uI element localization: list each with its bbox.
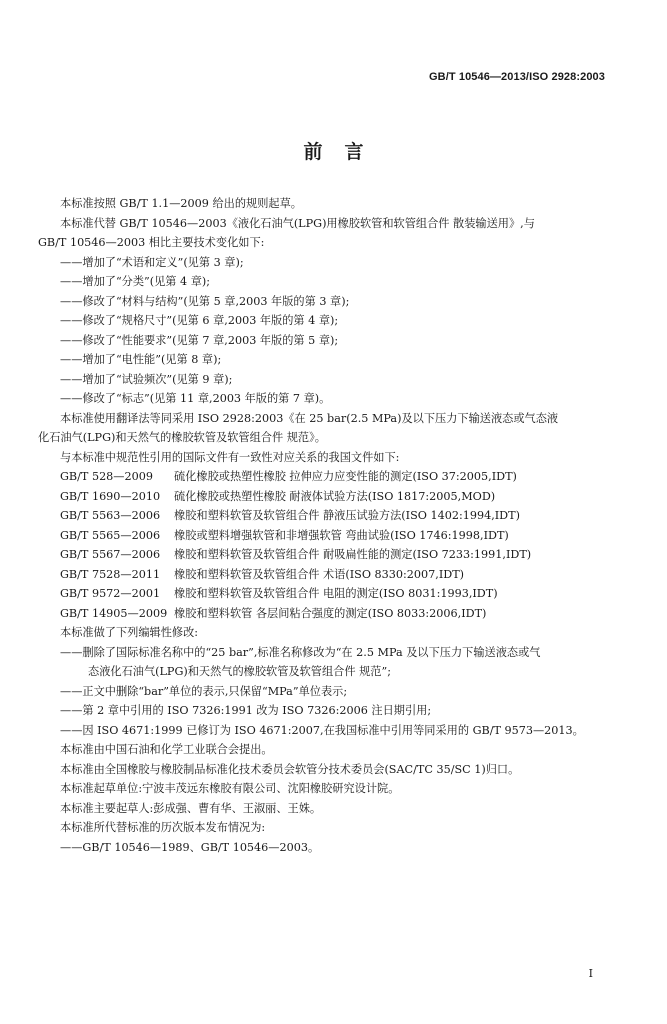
text-line: 本标准起草单位:宁波丰茂远东橡胶有限公司、沈阳橡胶研究设计院。: [60, 782, 400, 795]
standard-number: GB/T 10546—2013/ISO 2928:2003: [429, 71, 605, 83]
reference-code: GB/T 5567—2006: [60, 548, 161, 561]
reference-row: [60, 526, 616, 546]
list-item: ——修改了“材料与结构”(见第 5 章,2003 年版的第 3 章);: [60, 294, 350, 308]
text-line: 本标准由全国橡胶与橡胶制品标准化技术委员会软管分技术委员会(SAC/TC 35/SC 1)归口。: [60, 762, 520, 776]
reference-title: 硫化橡胶或热塑性橡胶 拉伸应力应变性能的测定(ISO 37:2005,IDT): [174, 470, 517, 483]
list-item: ——因 ISO 4671:1999 已修订为 ISO 4671:2007,在我国标准中引用等同采用的 GB/T 9573—2013。: [60, 723, 584, 737]
reference-title: 橡胶和塑料软管及软管组合件 耐吸扁性能的测定(ISO 7233:1991,IDT): [174, 548, 532, 561]
list-item: ——修改了“标志”(见第 11 章,2003 年版的第 7 章)。: [60, 392, 331, 405]
list-item: ——GB/T 10546—1989、GB/T 10546—2003。: [60, 840, 320, 854]
reference-row: [60, 545, 616, 565]
list-item: ——删除了国际标准名称中的“25 bar”,标准名称修改为“在 2.5 MPa 及以下压力下输送液态或气: [60, 645, 541, 659]
text-line: 本标准代替 GB/T 10546—2003《液化石油气(LPG)用橡胶软管和软管组合件 散装输送用》,与: [60, 216, 535, 230]
reference-code: GB/T 14905—2009: [60, 606, 168, 620]
reference-title: 橡胶和塑料软管及软管组合件 术语(ISO 8330:2007,IDT): [174, 567, 465, 581]
section-heading: 本标准做了下列编辑性修改:: [60, 626, 199, 639]
list-item: ——增加了“试验频次”(见第 9 章);: [60, 372, 233, 386]
page-title: 前言: [303, 141, 386, 163]
reference-row: [60, 467, 616, 487]
reference-row: [60, 584, 616, 604]
text-line: GB/T 10546—2003 相比主要技术变化如下:: [38, 236, 265, 249]
reference-title: 橡胶和塑料软管及软管组合件 电阻的测定(ISO 8031:1993,IDT): [174, 587, 498, 600]
reference-row: [60, 604, 616, 624]
reference-title: 橡胶和塑料软管及软管组合件 静液压试验方法(ISO 1402:1994,IDT): [174, 509, 520, 522]
reference-code: GB/T 5563—2006: [60, 509, 161, 522]
reference-row: [60, 506, 616, 526]
reference-title: 橡胶或塑料增强软管和非增强软管 弯曲试验(ISO 1746:1998,IDT): [174, 528, 509, 542]
text-line: 本标准由中国石油和化学工业联合会提出。: [60, 743, 273, 756]
list-item: ——修改了“性能要求”(见第 7 章,2003 年版的第 5 章);: [60, 333, 339, 347]
reference-code: GB/T 528—2009: [60, 470, 153, 483]
list-item: ——修改了“规格尺寸”(见第 6 章,2003 年版的第 4 章);: [60, 314, 339, 327]
list-item: ——正文中删除“bar”单位的表示,只保留“MPa”单位表示;: [60, 684, 348, 698]
reference-title: 橡胶和塑料软管 各层间粘合强度的测定(ISO 8033:2006,IDT): [174, 606, 487, 620]
list-item: ——增加了“术语和定义”(见第 3 章);: [60, 255, 244, 269]
reference-code: GB/T 1690—2010: [60, 489, 161, 503]
list-item: ——增加了“分类”(见第 4 章);: [60, 275, 211, 288]
reference-code: GB/T 5565—2006: [60, 528, 161, 542]
reference-row: [60, 487, 616, 507]
text-line: 本标准使用翻译法等同采用 ISO 2928:2003《在 25 bar(2.5 MPa)及以下压力下输送液态或气态液: [60, 411, 559, 425]
page-number: I: [588, 967, 593, 980]
reference-title: 硫化橡胶或热塑性橡胶 耐液体试验方法(ISO 1817:2005,MOD): [174, 489, 496, 503]
reference-code: GB/T 9572—2001: [60, 587, 161, 600]
list-item-continuation: 态液化石油气(LPG)和天然气的橡胶软管及软管组合件 规范”;: [88, 665, 391, 678]
text-line: 化石油气(LPG)和天然气的橡胶软管及软管组合件 规范》。: [38, 431, 326, 444]
list-item: ——第 2 章中引用的 ISO 7326:1991 改为 ISO 7326:2006 注日期引用;: [60, 704, 432, 717]
document-body: [38, 194, 616, 857]
text-line: 本标准所代替标准的历次版本发布情况为:: [60, 821, 266, 834]
text-line: 与本标准中规范性引用的国际文件有一致性对应关系的我国文件如下:: [60, 450, 400, 464]
text-line: 本标准按照 GB/T 1.1—2009 给出的规则起草。: [60, 197, 302, 210]
list-item: ——增加了“电性能”(见第 8 章);: [60, 353, 222, 366]
reference-row: [60, 565, 616, 585]
text-line: 本标准主要起草人:彭成强、曹有华、王淑丽、王姝。: [60, 801, 322, 815]
reference-code: GB/T 7528—2011: [60, 567, 161, 581]
